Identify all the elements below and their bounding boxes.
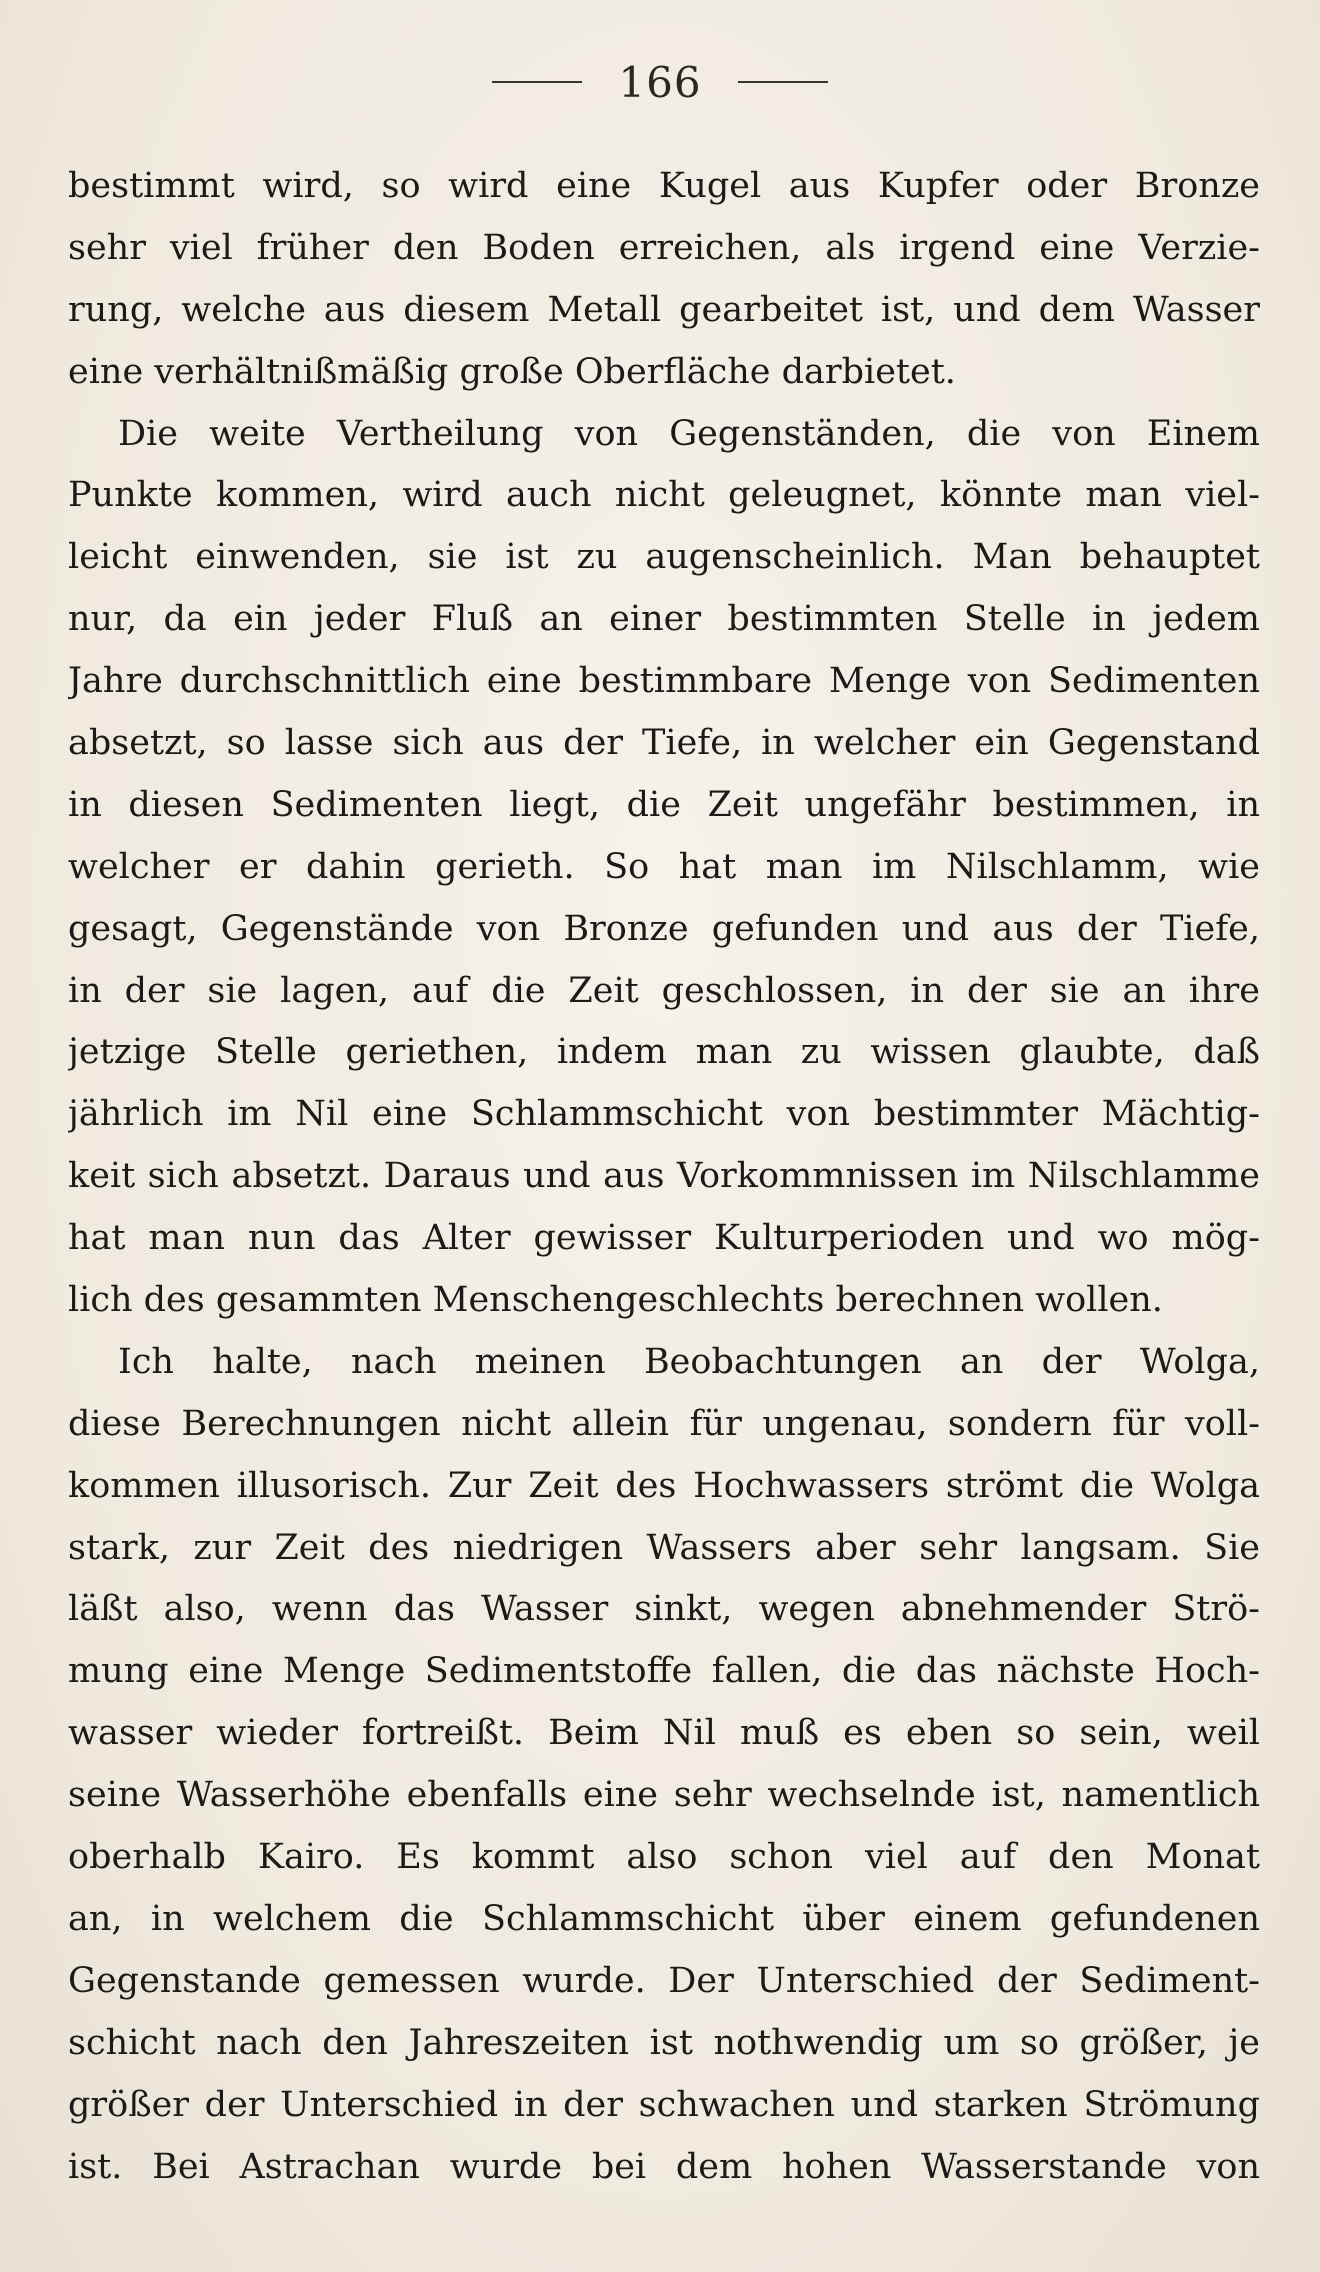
- text-line: absetzt, so lasse sich aus der Tiefe, in welcher ein Gegenstand: [68, 723, 1260, 764]
- text-line: schicht nach den Jahreszeiten ist nothwendig um so größer, je: [68, 2022, 1260, 2063]
- text-line: jetzige Stelle geriethen, indem man zu wissen glaubte, daß: [68, 1032, 1260, 1073]
- header-rule-left: [492, 81, 582, 83]
- text-line: bestimmt wird, so wird eine Kugel aus Kupfer oder Bronze: [68, 166, 1260, 206]
- text-line: in der sie lagen, auf die Zeit geschlossen, in der sie an ihre: [68, 970, 1260, 1011]
- page-number: 166: [618, 57, 702, 107]
- text-line: wasser wieder fortreißt. Beim Nil muß es eben so sein, weil: [68, 1713, 1260, 1754]
- text-line: diese Berechnungen nicht allein für ungenau, sondern für voll-: [68, 1403, 1260, 1444]
- text-line: Gegenstande gemessen wurde. Der Unterschied der Sediment-: [68, 1960, 1260, 2001]
- text-line: Punkte kommen, wird auch nicht geleugnet, könnte man viel-: [68, 475, 1260, 516]
- text-line: rung, welche aus diesem Metall gearbeitet ist, und dem Wasser: [68, 289, 1260, 330]
- body-text: [68, 156, 1260, 2198]
- text-line: eine verhältnißmäßig große Oberfläche darbietet.: [68, 351, 956, 392]
- text-line: leicht einwenden, sie ist zu augenscheinlich. Man behauptet: [68, 537, 1260, 578]
- text-line: größer der Unterschied in der schwachen und starken Strömung: [68, 2084, 1260, 2125]
- text-line: Die weite Vertheilung von Gegenständen, die von Einem: [118, 413, 1260, 454]
- text-line: läßt also, wenn das Wasser sinkt, wegen abnehmender Strö-: [68, 1589, 1260, 1630]
- text-line: keit sich absetzt. Daraus und aus Vorkommnissen im Nilschlamme: [68, 1156, 1260, 1197]
- text-line: lich des gesammten Menschengeschlechts berechnen wollen.: [68, 1280, 1163, 1321]
- text-line: Jahre durchschnittlich eine bestimmbare Menge von Sedimenten: [68, 661, 1260, 702]
- text-line: an, in welchem die Schlammschicht über einem gefundenen: [68, 1898, 1260, 1939]
- text-line: mung eine Menge Sedimentstoffe fallen, die das nächste Hoch-: [68, 1651, 1260, 1692]
- text-line: seine Wasserhöhe ebenfalls eine sehr wechselnde ist, namentlich: [68, 1775, 1260, 1816]
- text-line: stark, zur Zeit des niedrigen Wassers aber sehr langsam. Sie: [68, 1527, 1260, 1568]
- text-line: kommen illusorisch. Zur Zeit des Hochwassers strömt die Wolga: [68, 1465, 1260, 1506]
- text-line: nur, da ein jeder Fluß an einer bestimmten Stelle in jedem: [68, 599, 1260, 640]
- header-rule-right: [738, 81, 828, 83]
- text-line: welcher er dahin gerieth. So hat man im Nilschlamm, wie: [68, 846, 1260, 887]
- text-line: ist. Bei Astrachan wurde bei dem hohen Wasserstande von: [68, 2146, 1260, 2187]
- page-header: [0, 52, 1320, 112]
- text-line: hat man nun das Alter gewisser Kulturperioden und wo mög-: [68, 1218, 1260, 1259]
- text-line: oberhalb Kairo. Es kommt also schon viel auf den Monat: [68, 1837, 1260, 1878]
- text-line: sehr viel früher den Boden erreichen, als irgend eine Verzie-: [68, 227, 1260, 268]
- text-line: Ich halte, nach meinen Beobachtungen an der Wolga,: [118, 1341, 1260, 1382]
- text-line: gesagt, Gegenstände von Bronze gefunden und aus der Tiefe,: [68, 908, 1260, 949]
- text-line: jährlich im Nil eine Schlammschicht von bestimmter Mächtig-: [68, 1094, 1260, 1135]
- text-line: in diesen Sedimenten liegt, die Zeit ungefähr bestimmen, in: [68, 784, 1260, 825]
